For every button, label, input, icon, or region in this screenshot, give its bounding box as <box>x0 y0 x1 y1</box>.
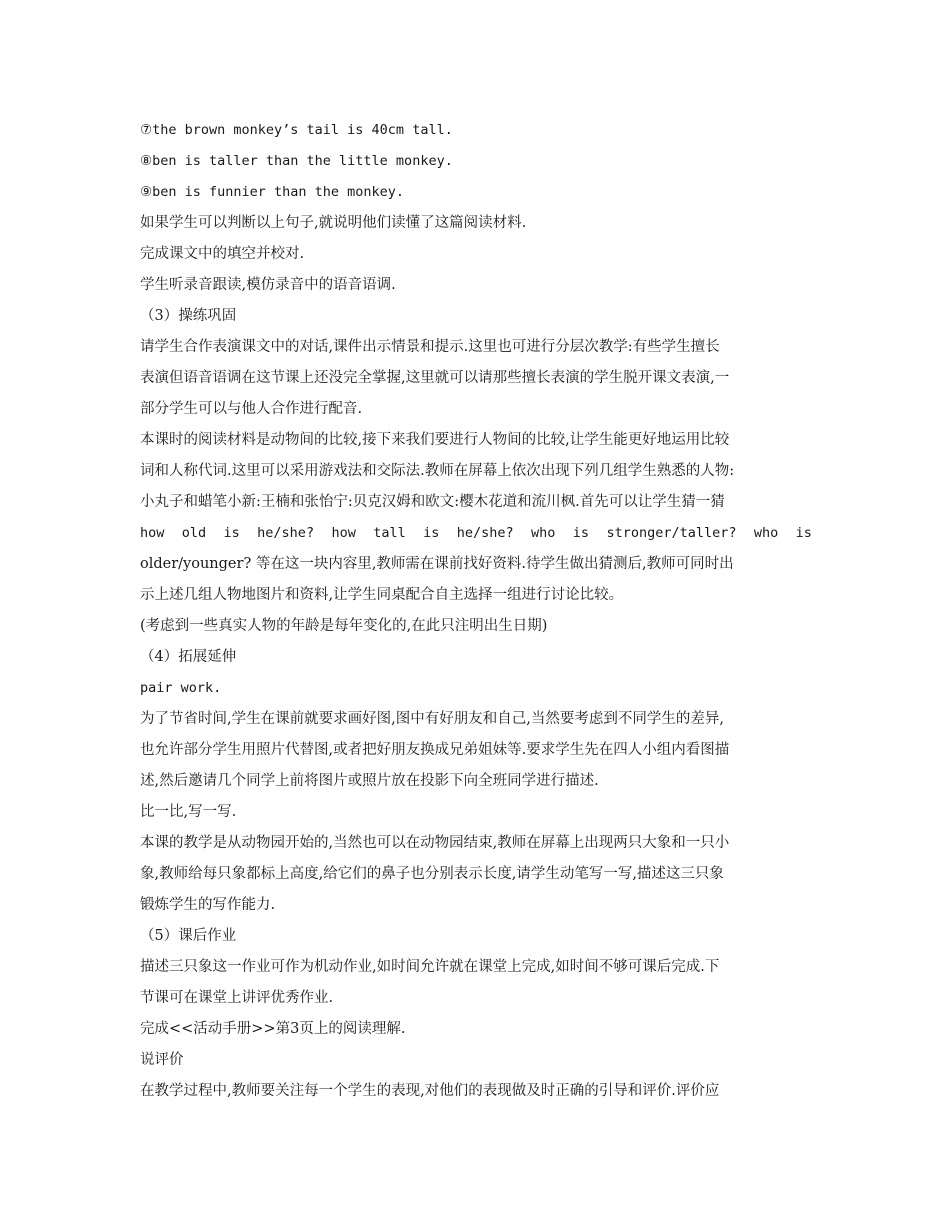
word: who <box>531 525 556 541</box>
paragraph-line: 请学生合作表演课文中的对话,课件出示情景和提示.这里也可进行分层次教学:有些学生擅长 <box>140 339 720 355</box>
word: he/she? <box>257 525 315 541</box>
paragraph-line: 如果学生可以判断以上句子,就说明他们读懂了这篇阅读材料. <box>140 215 527 231</box>
word: how <box>140 525 165 541</box>
pair-work-line: pair work. <box>140 680 222 696</box>
paragraph-line: 锻炼学生的写作能力. <box>140 897 276 913</box>
word: he/she? <box>456 525 514 541</box>
word: is <box>423 525 440 541</box>
word: is <box>795 525 812 541</box>
sentence-9: ⑨ben is funnier than the monkey. <box>140 184 405 200</box>
section-heading-3: （3）操练巩固 <box>140 308 237 324</box>
paragraph-line: 比一比,写一写. <box>140 804 237 820</box>
paragraph-line: 学生听录音跟读,模仿录音中的语音语调. <box>140 277 396 293</box>
section-heading-5: （5）课后作业 <box>140 928 237 944</box>
paragraph-line: 完成课文中的填空并校对. <box>140 246 305 262</box>
paragraph-line: 完成<<活动手册>>第3页上的阅读理解. <box>140 1021 406 1037</box>
paragraph-line: 词和人称代词.这里可以采用游戏法和交际法.教师在屏幕上依次出现下列几组学生熟悉的人物: <box>140 463 735 479</box>
section-heading-4: （4）拓展延伸 <box>140 649 237 665</box>
paragraph-line: 部分学生可以与他人合作进行配音. <box>140 401 363 417</box>
paragraph-line: 表演但语音语调在这节课上还没完全掌握,这里就可以请那些擅长表演的学生脱开课文表演,一 <box>140 370 730 386</box>
section-title-evaluation: 说评价 <box>140 1052 184 1068</box>
paragraph-line: 为了节省时间,学生在课前就要求画好图,图中有好朋友和自己,当然要考虑到不同学生的差异, <box>140 711 724 727</box>
paragraph-line: 小丸子和蜡笔小新:王楠和张怡宁:贝克汉姆和欧文:樱木花道和流川枫.首先可以让学生猜一猜 <box>140 494 725 510</box>
paragraph-line: 在教学过程中,教师要关注每一个学生的表现,对他们的表现做及时正确的引导和评价.评价应 <box>140 1083 720 1099</box>
word: is <box>572 525 590 541</box>
paragraph-line: 述,然后邀请几个同学上前将图片或照片放在投影下向全班同学进行描述. <box>140 773 599 789</box>
sentence-7: ⑦the brown monkey’s tail is 40cm tall. <box>140 122 453 138</box>
paragraph-line: 示上述几组人物地图片和资料,让学生同桌配合自主选择一组进行讨论比较。 <box>140 587 624 603</box>
paragraph-line: 节课可在课堂上讲评优秀作业. <box>140 990 334 1006</box>
paragraph-line: 本课的教学是从动物园开始的,当然也可以在动物园结束,教师在屏幕上出现两只大象和一只小 <box>140 835 730 851</box>
paragraph-line: 象,教师给每只象都标上高度,给它们的鼻子也分别表示长度,请学生动笔写一写,描述这三只象 <box>140 866 724 882</box>
paragraph-line: older/younger? 等在这一块内容里,教师需在课前找好资料.待学生做出猜测后,教师可同时出 <box>140 556 734 572</box>
note-line: (考虑到一些真实人物的年龄是每年变化的,在此只注明出生日期) <box>140 618 548 634</box>
word: is <box>223 525 240 541</box>
question-line <box>140 518 812 549</box>
word: old <box>181 525 207 541</box>
paragraph-line: 本课时的阅读材料是动物间的比较,接下来我们要进行人物间的比较,让学生能更好地运用比较 <box>140 432 730 448</box>
word: stronger/taller? <box>606 525 737 541</box>
sentence-8: ⑧ben is taller than the little monkey. <box>140 153 453 169</box>
document-body <box>140 115 812 1107</box>
paragraph-line: 描述三只象这一作业可作为机动作业,如时间允许就在课堂上完成,如时间不够可课后完成.下 <box>140 959 720 975</box>
word: how <box>331 525 356 541</box>
word: who <box>753 525 779 541</box>
paragraph-line: 也允许部分学生用照片代替图,或者把好朋友换成兄弟姐妹等.要求学生先在四人小组内看图描 <box>140 742 730 758</box>
word: tall <box>373 525 406 541</box>
